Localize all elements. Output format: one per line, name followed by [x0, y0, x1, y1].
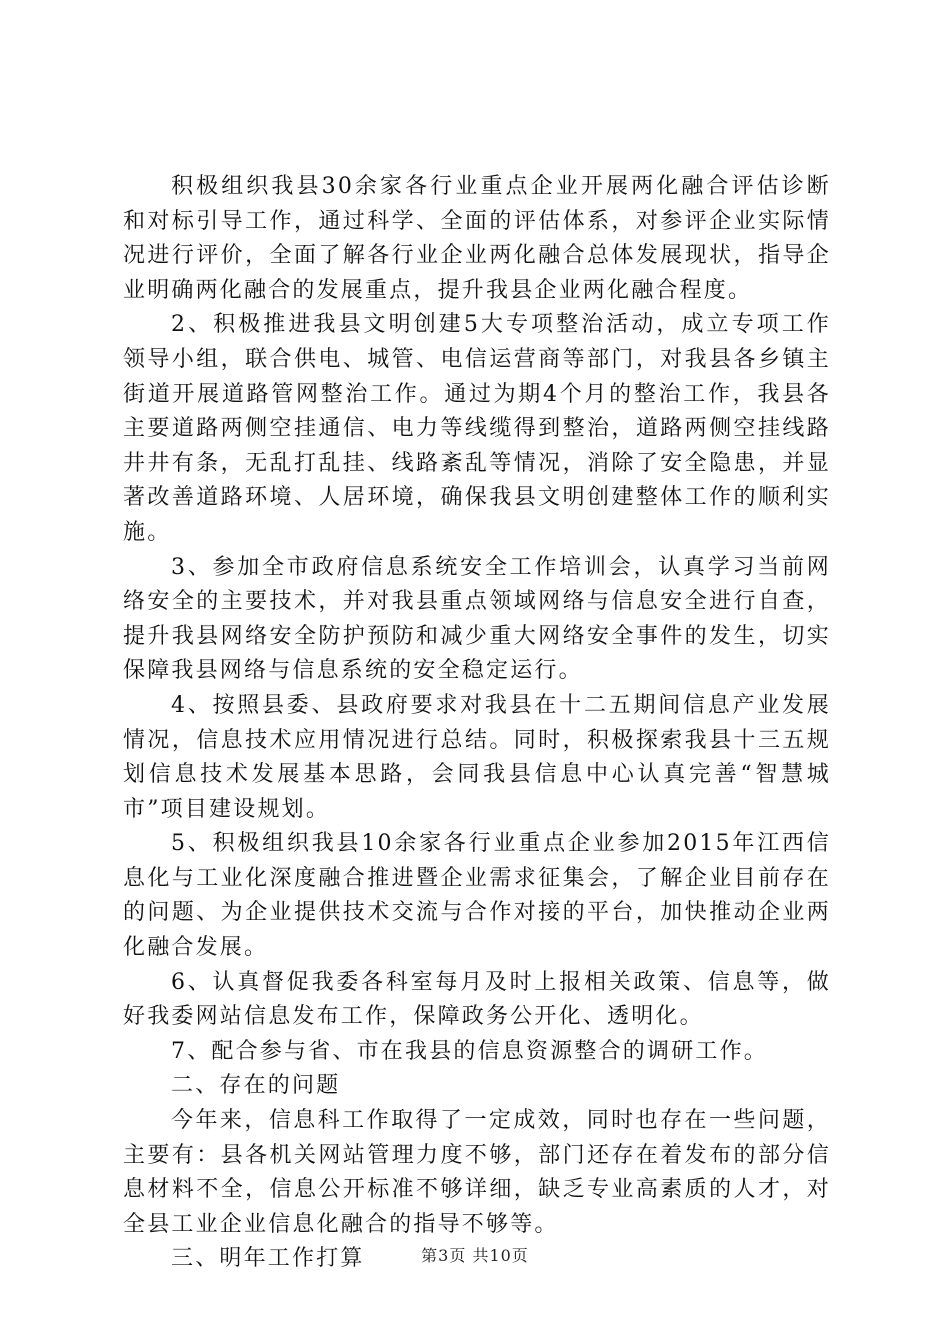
- paragraph-item-2: 2、积极推进我县文明创建5大专项整治活动，成立专项工作领导小组，联合供电、城管、电信运营商等部门，对我县各乡镇主街道开展道路管网整治工作。通过为期4个月的整治工作，我县各主要道路两侧空挂通信、电力等线缆得到整治，道路两侧空挂线路井井有条，无乱打乱挂、线路紊乱等情况，消除了安全隐患，并显著改善道路环境、人居环境，确保我县文明创建整体工作的顺利实施。: [123, 312, 831, 545]
- paragraph-item-6: 6、认真督促我委各科室每月及时上报相关政策、信息等，做好我委网站信息发布工作，保障政务公开化、透明化。: [123, 969, 831, 1030]
- paragraph-problems: 今年来，信息科工作取得了一定成效，同时也存在一些问题，主要有：县各机关网站管理力度不够，部门还存在着发布的部分信息材料不全，信息公开标准不够详细，缺乏专业高素质的人才，对全县工业企业信息化融合的指导不够等。: [123, 1108, 831, 1237]
- paragraph-item-5: 5、积极组织我县10余家各行业重点企业参加2015年江西信息化与工业化深度融合推进暨企业需求征集会，了解企业目前存在的问题、为企业提供技术交流与合作对接的平台，加快推动企业两化融合发展。: [123, 831, 831, 961]
- section-heading-plan: 三、明年工作打算: [171, 1246, 365, 1272]
- paragraph-item-3: 3、参加全市政府信息系统安全工作培训会，认真学习当前网络安全的主要技术，并对我县重点领域网络与信息安全进行自查，提升我县网络安全防护预防和减少重大网络安全事件的发生，切实保障我县网络与信息系统的安全稳定运行。: [123, 554, 831, 684]
- document-body: [123, 170, 831, 1277]
- paragraph-item-4: 4、按照县委、县政府要求对我县在十二五期间信息产业发展情况，信息技术应用情况进行总结。同时，积极探索我县十三五规划信息技术发展基本思路，会同我县信息中心认真完善“智慧城市”项目建设规划。: [123, 692, 831, 822]
- paragraph-item-7: 7、配合参与省、市在我县的信息资源整合的调研工作。: [171, 1038, 768, 1064]
- page-number-footer: 第3页 共10页: [421, 1246, 529, 1265]
- paragraph-enterprise-assessment: 积极组织我县30余家各行业重点企业开展两化融合评估诊断和对标引导工作，通过科学、全面的评估体系，对参评企业实际情况进行评价，全面了解各行业企业两化融合总体发展现状，指导企业明确两化融合的发展重点，提升我县企业两化融合程度。: [123, 174, 831, 303]
- section-heading-problems: 二、存在的问题: [171, 1073, 341, 1099]
